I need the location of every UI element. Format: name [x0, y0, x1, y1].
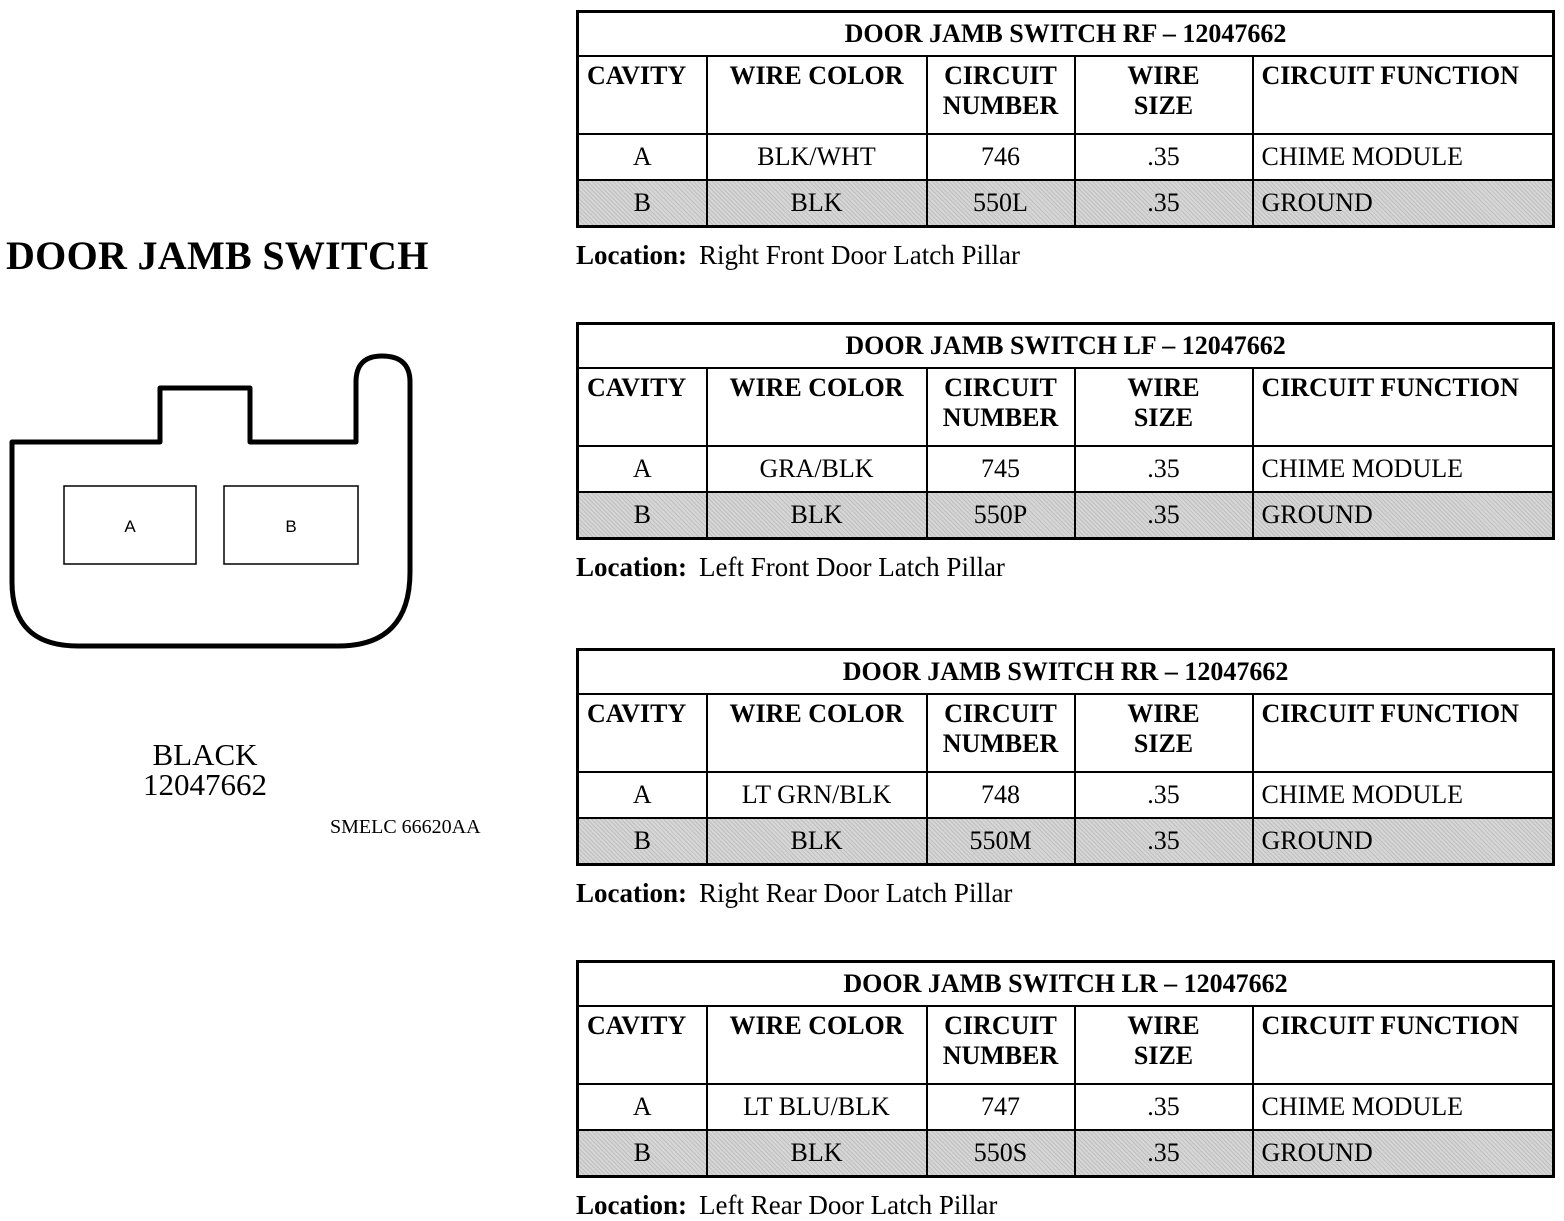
col-header-wire-color: WIRE COLOR [707, 368, 927, 446]
connector-color: BLACK [152, 737, 258, 772]
location-text: Right Rear Door Latch Pillar [699, 878, 1013, 908]
table-row [578, 772, 1554, 818]
pinout-section-rf [576, 10, 1554, 271]
location-label: Location: [576, 878, 687, 908]
cell-cavity: A [578, 446, 707, 492]
cell-circuit-number: 747 [927, 1084, 1075, 1130]
pinout-table [576, 322, 1555, 540]
cell-wire-size: .35 [1075, 492, 1253, 539]
cell-circuit-number: 746 [927, 134, 1075, 180]
cell-circuit-function: GROUND [1253, 818, 1554, 865]
cell-cavity: A [578, 1084, 707, 1130]
col-header-cavity: CAVITY [578, 1006, 707, 1084]
page-title: DOOR JAMB SWITCH [6, 233, 429, 278]
cell-wire-color: BLK [707, 818, 927, 865]
table-row [578, 818, 1554, 865]
location-line [576, 878, 1554, 909]
col-header-circuit-number: CIRCUIT NUMBER [927, 368, 1075, 446]
cell-wire-color: GRA/BLK [707, 446, 927, 492]
cell-wire-color: BLK [707, 1130, 927, 1177]
col-header-cavity: CAVITY [578, 368, 707, 446]
cell-cavity: B [578, 818, 707, 865]
cell-circuit-function: CHIME MODULE [1253, 772, 1554, 818]
location-text: Left Rear Door Latch Pillar [699, 1190, 998, 1220]
pinout-table [576, 10, 1555, 228]
cell-circuit-number: 550P [927, 492, 1075, 539]
col-header-wire-size: WIRE SIZE [1075, 1006, 1253, 1084]
cell-cavity: B [578, 492, 707, 539]
col-header-cavity: CAVITY [578, 56, 707, 134]
col-header-wire-color: WIRE COLOR [707, 56, 927, 134]
cell-wire-size: .35 [1075, 1084, 1253, 1130]
col-header-circuit-function: CIRCUIT FUNCTION [1253, 56, 1554, 134]
location-line [576, 1190, 1554, 1221]
table-row [578, 492, 1554, 539]
col-header-circuit-function: CIRCUIT FUNCTION [1253, 368, 1554, 446]
location-text: Right Front Door Latch Pillar [699, 240, 1020, 270]
cell-circuit-function: GROUND [1253, 180, 1554, 227]
col-header-circuit-number: CIRCUIT NUMBER [927, 56, 1075, 134]
connector-outline [12, 356, 410, 646]
col-header-circuit-function: CIRCUIT FUNCTION [1253, 694, 1554, 772]
cavity-a-label: A [124, 517, 136, 536]
cell-wire-color: BLK [707, 180, 927, 227]
cell-wire-size: .35 [1075, 180, 1253, 227]
cell-circuit-function: CHIME MODULE [1253, 1084, 1554, 1130]
connector-part-number: 12047662 [143, 767, 267, 802]
pinout-section-lr [576, 960, 1554, 1221]
location-line [576, 552, 1554, 583]
reference-code: SMELC 66620AA [330, 816, 481, 838]
cell-wire-color: LT GRN/BLK [707, 772, 927, 818]
cell-cavity: B [578, 1130, 707, 1177]
col-header-wire-color: WIRE COLOR [707, 1006, 927, 1084]
cell-circuit-function: CHIME MODULE [1253, 446, 1554, 492]
cell-cavity: B [578, 180, 707, 227]
col-header-circuit-number: CIRCUIT NUMBER [927, 694, 1075, 772]
cell-wire-color: BLK/WHT [707, 134, 927, 180]
cell-circuit-function: CHIME MODULE [1253, 134, 1554, 180]
col-header-wire-size: WIRE SIZE [1075, 56, 1253, 134]
col-header-circuit-function: CIRCUIT FUNCTION [1253, 1006, 1554, 1084]
location-line [576, 240, 1554, 271]
pinout-table [576, 960, 1555, 1178]
cavity-b-label: B [285, 517, 297, 536]
table-title: DOOR JAMB SWITCH LF – 12047662 [578, 324, 1554, 369]
cell-cavity: A [578, 134, 707, 180]
cell-wire-size: .35 [1075, 446, 1253, 492]
pinout-section-rr [576, 648, 1554, 909]
cell-wire-size: .35 [1075, 772, 1253, 818]
cell-wire-size: .35 [1075, 134, 1253, 180]
cell-circuit-number: 745 [927, 446, 1075, 492]
cell-wire-color: LT BLU/BLK [707, 1084, 927, 1130]
col-header-wire-size: WIRE SIZE [1075, 694, 1253, 772]
table-row [578, 1084, 1554, 1130]
cell-wire-size: .35 [1075, 818, 1253, 865]
table-row [578, 180, 1554, 227]
cell-circuit-number: 550M [927, 818, 1075, 865]
location-label: Location: [576, 552, 687, 582]
table-title: DOOR JAMB SWITCH LR – 12047662 [578, 962, 1554, 1007]
location-text: Left Front Door Latch Pillar [699, 552, 1005, 582]
cell-circuit-number: 748 [927, 772, 1075, 818]
table-row [578, 446, 1554, 492]
cell-circuit-number: 550S [927, 1130, 1075, 1177]
cell-circuit-function: GROUND [1253, 492, 1554, 539]
col-header-circuit-number: CIRCUIT NUMBER [927, 1006, 1075, 1084]
location-label: Location: [576, 1190, 687, 1220]
cell-cavity: A [578, 772, 707, 818]
table-title: DOOR JAMB SWITCH RF – 12047662 [578, 12, 1554, 57]
cell-wire-color: BLK [707, 492, 927, 539]
col-header-wire-color: WIRE COLOR [707, 694, 927, 772]
cell-wire-size: .35 [1075, 1130, 1253, 1177]
cell-circuit-number: 550L [927, 180, 1075, 227]
pinout-table [576, 648, 1555, 866]
col-header-cavity: CAVITY [578, 694, 707, 772]
connector-diagram [8, 352, 418, 654]
table-title: DOOR JAMB SWITCH RR – 12047662 [578, 650, 1554, 695]
table-row [578, 134, 1554, 180]
cell-circuit-function: GROUND [1253, 1130, 1554, 1177]
location-label: Location: [576, 240, 687, 270]
col-header-wire-size: WIRE SIZE [1075, 368, 1253, 446]
pinout-section-lf [576, 322, 1554, 583]
table-row [578, 1130, 1554, 1177]
